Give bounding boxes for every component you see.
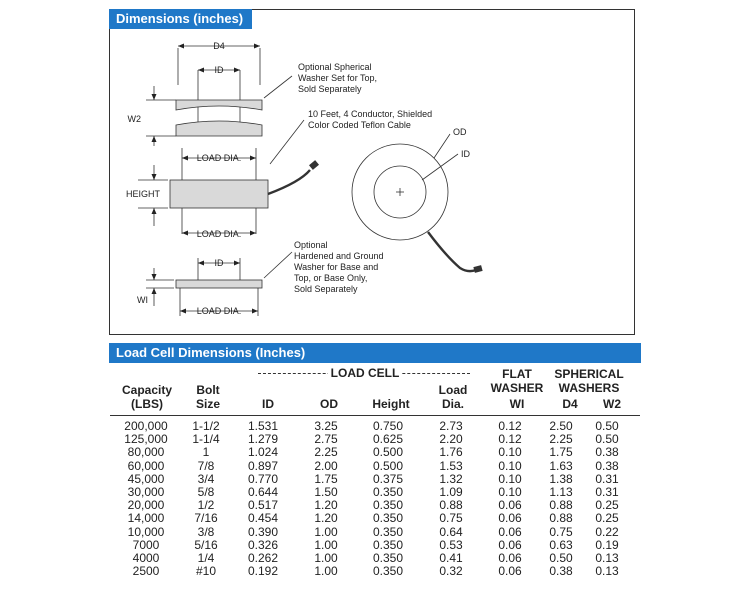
height-cell: 0.350: [372, 537, 404, 552]
load-dia-cell: 1.53: [439, 458, 463, 473]
capacity-cell: 80,000: [127, 445, 165, 460]
wi-cell: 0.10: [498, 445, 522, 460]
capacity-cell: 14,000: [127, 511, 165, 526]
id-cell: 1.279: [247, 432, 279, 447]
id-label-top: ID: [214, 65, 224, 75]
id-cell: 0.770: [247, 471, 279, 486]
height-cell: 0.500: [372, 445, 404, 460]
capacity-cell: 60,000: [127, 458, 165, 473]
bolt-size-cell: 5/16: [194, 537, 218, 552]
wi-cell: 0.06: [498, 550, 522, 565]
height-cell: 0.750: [372, 419, 404, 434]
bolt-size-cell: 1/2: [197, 498, 215, 513]
bolt-size-cell: 1-1/2: [192, 419, 220, 434]
wi-cell: 0.12: [498, 419, 522, 434]
load-dia-top-label: LOAD DIA.: [196, 153, 242, 163]
id-header: ID: [262, 397, 274, 411]
capacity-cell: 4000: [132, 550, 160, 565]
table-row: [110, 539, 630, 552]
d4-cell: 1.38: [549, 471, 573, 486]
height-label: HEIGHT: [125, 189, 160, 199]
d4-cell: 0.88: [549, 511, 573, 526]
load-cell-group-title: LOAD CELL: [328, 366, 402, 380]
w2-cell: 0.13: [595, 550, 619, 565]
load-dia-header: Load Dia.: [438, 383, 468, 411]
dimensions-title: Dimensions (inches): [109, 9, 252, 29]
load-dia-cell: 0.64: [439, 524, 463, 539]
wi-cell: 0.06: [498, 537, 522, 552]
capacity-cell: 125,000: [124, 432, 168, 447]
height-cell: 0.350: [372, 564, 404, 579]
bolt-size-cell: 1-1/4: [192, 432, 220, 447]
w2-cell: 0.50: [595, 432, 619, 447]
height-cell: 0.500: [372, 458, 404, 473]
d4-cell: 1.75: [549, 445, 573, 460]
capacity-header: Capacity (LBS): [121, 383, 173, 411]
load-dia-cell: 2.73: [439, 419, 463, 434]
height-cell: 0.350: [372, 524, 404, 539]
cable-note-line-2: Color Coded Teflon Cable: [308, 120, 411, 130]
bolt-size-cell: #10: [195, 564, 217, 579]
od-cell: 1.00: [314, 537, 338, 552]
d4-cell: 0.50: [549, 550, 573, 565]
bolt-size-cell: 5/8: [197, 485, 215, 500]
load-cell-data-table: [110, 420, 630, 578]
table-row: [110, 486, 630, 499]
od-cell: 1.75: [314, 471, 338, 486]
id-label-bottom: ID: [214, 258, 224, 268]
table-row: [110, 512, 630, 525]
d4-cell: 0.63: [549, 537, 573, 552]
w2-cell: 0.22: [595, 524, 619, 539]
id-cell: 0.390: [247, 524, 279, 539]
capacity-cell: 30,000: [127, 485, 165, 500]
table-row: [110, 499, 630, 512]
od-cell: 1.00: [314, 564, 338, 579]
height-cell: 0.350: [372, 498, 404, 513]
w2-label: W2: [127, 114, 141, 124]
load-dia-cell: 0.41: [439, 550, 463, 565]
w2-cell: 0.38: [595, 445, 619, 460]
d4-cell: 0.88: [549, 498, 573, 513]
table-row: [110, 565, 630, 578]
capacity-cell: 10,000: [127, 524, 165, 539]
id-cell: 0.897: [247, 458, 279, 473]
d4-cell: 0.38: [549, 564, 573, 579]
id-cell: 0.326: [247, 537, 279, 552]
load-dia-cell: 2.20: [439, 432, 463, 447]
wi-label: WI: [137, 295, 148, 305]
w2-cell: 0.38: [595, 458, 619, 473]
w2-header: W2: [603, 397, 621, 411]
id-cell: 0.454: [247, 511, 279, 526]
load-dia-cell: 1.09: [439, 485, 463, 500]
id-cell: 0.517: [247, 498, 279, 513]
load-dia-bottom-label: LOAD DIA.: [196, 306, 242, 316]
table-row: [110, 420, 630, 433]
spherical-note-line-3: Sold Separately: [298, 84, 362, 94]
id-cell: 0.262: [247, 550, 279, 565]
height-cell: 0.350: [372, 485, 404, 500]
load-dia-mid-label: LOAD DIA.: [196, 229, 242, 239]
wi-cell: 0.06: [498, 564, 522, 579]
w2-cell: 0.19: [595, 537, 619, 552]
load-cell-table-title: Load Cell Dimensions (Inches): [116, 345, 306, 360]
washer-note-line-4: Top, or Base Only,: [294, 273, 368, 283]
w2-cell: 0.31: [595, 485, 619, 500]
bolt-size-cell: 7/8: [197, 458, 215, 473]
id-cell: 1.024: [247, 445, 279, 460]
height-cell: 0.625: [372, 432, 404, 447]
washer-note-line-5: Sold Separately: [294, 284, 358, 294]
load-dia-cell: 0.32: [439, 564, 463, 579]
height-header: Height: [372, 397, 410, 411]
wi-cell: 0.06: [498, 524, 522, 539]
height-cell: 0.350: [372, 550, 404, 565]
table-row: [110, 446, 630, 459]
capacity-cell: 20,000: [127, 498, 165, 513]
table-row: [110, 473, 630, 486]
bolt-size-cell: 3/8: [197, 524, 215, 539]
w2-cell: 0.50: [595, 419, 619, 434]
w2-cell: 0.31: [595, 471, 619, 486]
load-dia-cell: 0.75: [439, 511, 463, 526]
d4-cell: 1.13: [549, 485, 573, 500]
table-row: [110, 433, 630, 446]
washer-note-line-3: Washer for Base and: [294, 262, 379, 272]
load-dia-cell: 0.53: [439, 537, 463, 552]
od-cell: 1.00: [314, 524, 338, 539]
table-header-rule: [110, 415, 640, 416]
spherical-note-line-2: Washer Set for Top,: [298, 73, 378, 83]
capacity-cell: 2500: [132, 564, 160, 579]
d4-cell: 2.50: [549, 419, 573, 434]
height-cell: 0.350: [372, 511, 404, 526]
od-cell: 1.50: [314, 485, 338, 500]
wi-cell: 0.10: [498, 485, 522, 500]
od-cell: 2.00: [314, 458, 338, 473]
od-cell: 3.25: [314, 419, 338, 434]
w2-cell: 0.25: [595, 498, 619, 513]
wi-cell: 0.10: [498, 471, 522, 486]
load-dia-cell: 0.88: [439, 498, 463, 513]
capacity-cell: 7000: [132, 537, 160, 552]
id-cell: 1.531: [247, 419, 279, 434]
flat-washer-header: FLAT WASHER: [490, 367, 544, 395]
od-cell: 1.20: [314, 511, 338, 526]
w2-cell: 0.13: [595, 564, 619, 579]
washer-note-line-1: Optional: [294, 240, 328, 250]
load-dia-cell: 1.32: [439, 471, 463, 486]
bolt-size-cell: 3/4: [197, 471, 215, 486]
od-cell: 1.00: [314, 550, 338, 565]
load-cell-drawing: [110, 30, 634, 333]
table-row: [110, 526, 630, 539]
table-row: [110, 460, 630, 473]
height-cell: 0.375: [372, 471, 404, 486]
d4-cell: 0.75: [549, 524, 573, 539]
wi-cell: 0.06: [498, 511, 522, 526]
d4-label: D4: [213, 41, 225, 51]
bolt-size-cell: 7/16: [194, 511, 218, 526]
cable-note-line-1: 10 Feet, 4 Conductor, Shielded: [308, 109, 433, 119]
od-cell: 1.20: [314, 498, 338, 513]
od-label: OD: [453, 127, 467, 137]
w2-cell: 0.25: [595, 511, 619, 526]
id-cell: 0.644: [247, 485, 279, 500]
id-cell: 0.192: [247, 564, 279, 579]
od-cell: 2.75: [314, 432, 338, 447]
table-row: [110, 552, 630, 565]
spherical-washers-header: SPHERICAL WASHERS: [554, 367, 624, 395]
wi-header: WI: [509, 397, 525, 411]
d4-cell: 2.25: [549, 432, 573, 447]
capacity-cell: 200,000: [124, 419, 168, 434]
washer-note-line-2: Hardened and Ground: [294, 251, 384, 261]
bolt-size-header: Bolt Size: [195, 383, 220, 411]
d4-header: D4: [562, 397, 578, 411]
bolt-size-cell: 1/4: [197, 550, 215, 565]
wi-cell: 0.06: [498, 498, 522, 513]
id-label-round: ID: [461, 149, 470, 159]
spherical-note-line-1: Optional Spherical: [298, 62, 372, 72]
od-cell: 2.25: [314, 445, 338, 460]
wi-cell: 0.12: [498, 432, 522, 447]
capacity-cell: 45,000: [127, 471, 165, 486]
bolt-size-cell: 1: [202, 445, 210, 460]
d4-cell: 1.63: [549, 458, 573, 473]
wi-cell: 0.10: [498, 458, 522, 473]
od-header: OD: [320, 397, 338, 411]
load-dia-cell: 1.76: [439, 445, 463, 460]
